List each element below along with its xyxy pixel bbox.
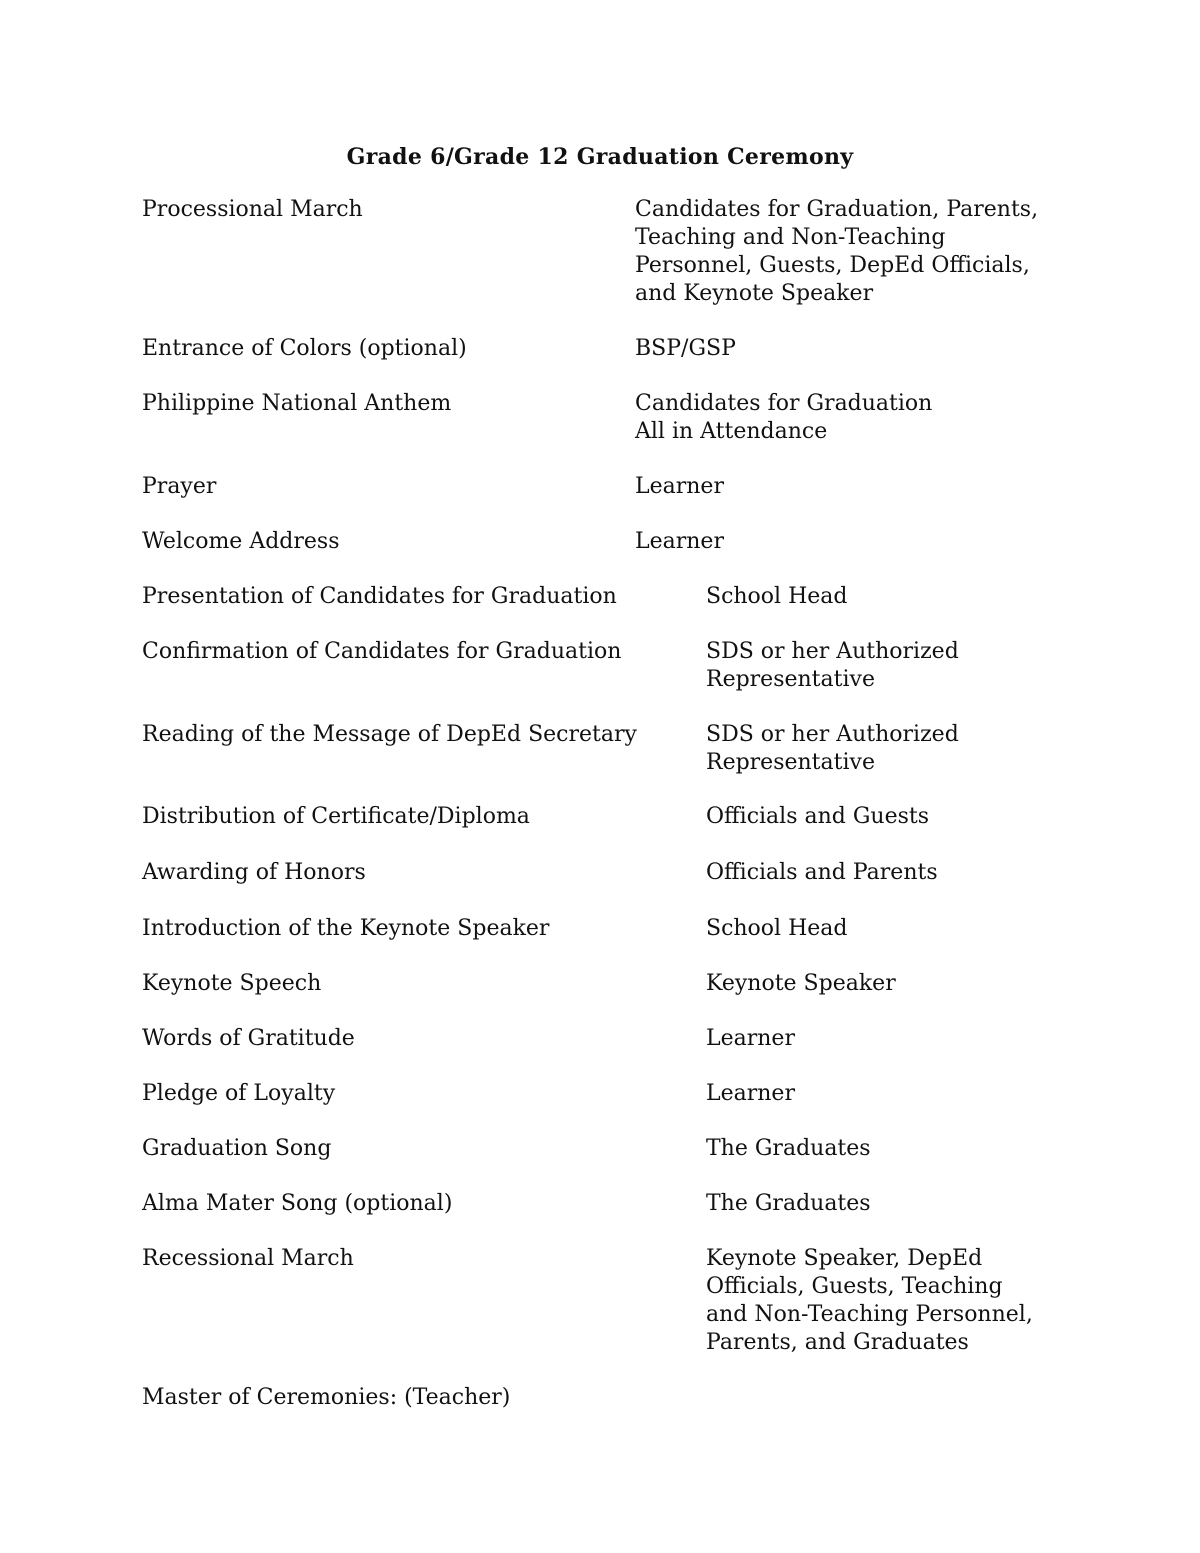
program-part: Graduation Song — [142, 1136, 332, 1161]
program-role: Learner — [635, 529, 724, 554]
program-role: SDS or her Authorized Representative — [706, 722, 959, 775]
program-part: Reading of the Message of DepEd Secretary — [142, 722, 637, 747]
program-role: Keynote Speaker, DepEd Officials, Guests, Teaching and Non-Teaching Personnel, Parents, and Graduates — [706, 1246, 1033, 1355]
program-role: The Graduates — [706, 1191, 871, 1216]
page-title: Grade 6/Grade 12 Graduation Ceremony — [346, 144, 854, 170]
program-part: Words of Gratitude — [142, 1026, 355, 1051]
program-role: Learner — [706, 1081, 795, 1106]
program-role: The Graduates — [706, 1136, 871, 1161]
program-part: Pledge of Loyalty — [142, 1081, 336, 1106]
program-part: Entrance of Colors (optional) — [142, 336, 467, 361]
program-part: Alma Mater Song (optional) — [142, 1191, 453, 1216]
program-role: Candidates for Graduation, Parents, Teaching and Non-Teaching Personnel, Guests, DepEd Officials, and Keynote Speaker — [635, 197, 1039, 306]
program-part: Prayer — [142, 474, 217, 499]
program-part: Introduction of the Keynote Speaker — [142, 916, 550, 941]
program-part: Awarding of Honors — [142, 860, 366, 885]
program-role: Learner — [706, 1026, 795, 1051]
program-role: Officials and Guests — [706, 804, 930, 829]
program-role: Candidates for Graduation All in Attendance — [635, 391, 933, 444]
program-part: Recessional March — [142, 1246, 354, 1271]
program-role: School Head — [706, 584, 848, 609]
program-role: School Head — [706, 916, 848, 941]
program-part: Philippine National Anthem — [142, 391, 452, 416]
program-part: Processional March — [142, 197, 363, 222]
program-part: Keynote Speech — [142, 971, 322, 996]
program-role: BSP/GSP — [635, 336, 736, 361]
program-role: Officials and Parents — [706, 860, 938, 885]
program-part: Welcome Address — [142, 529, 340, 554]
program-role: Learner — [635, 474, 724, 499]
program-role: SDS or her Authorized Representative — [706, 639, 959, 692]
program-part: Confirmation of Candidates for Graduation — [142, 639, 622, 664]
program-role: Keynote Speaker — [706, 971, 896, 996]
program-part: Distribution of Certificate/Diploma — [142, 804, 530, 829]
master-of-ceremonies: Master of Ceremonies: (Teacher) — [142, 1385, 511, 1410]
program-part: Presentation of Candidates for Graduation — [142, 584, 617, 609]
